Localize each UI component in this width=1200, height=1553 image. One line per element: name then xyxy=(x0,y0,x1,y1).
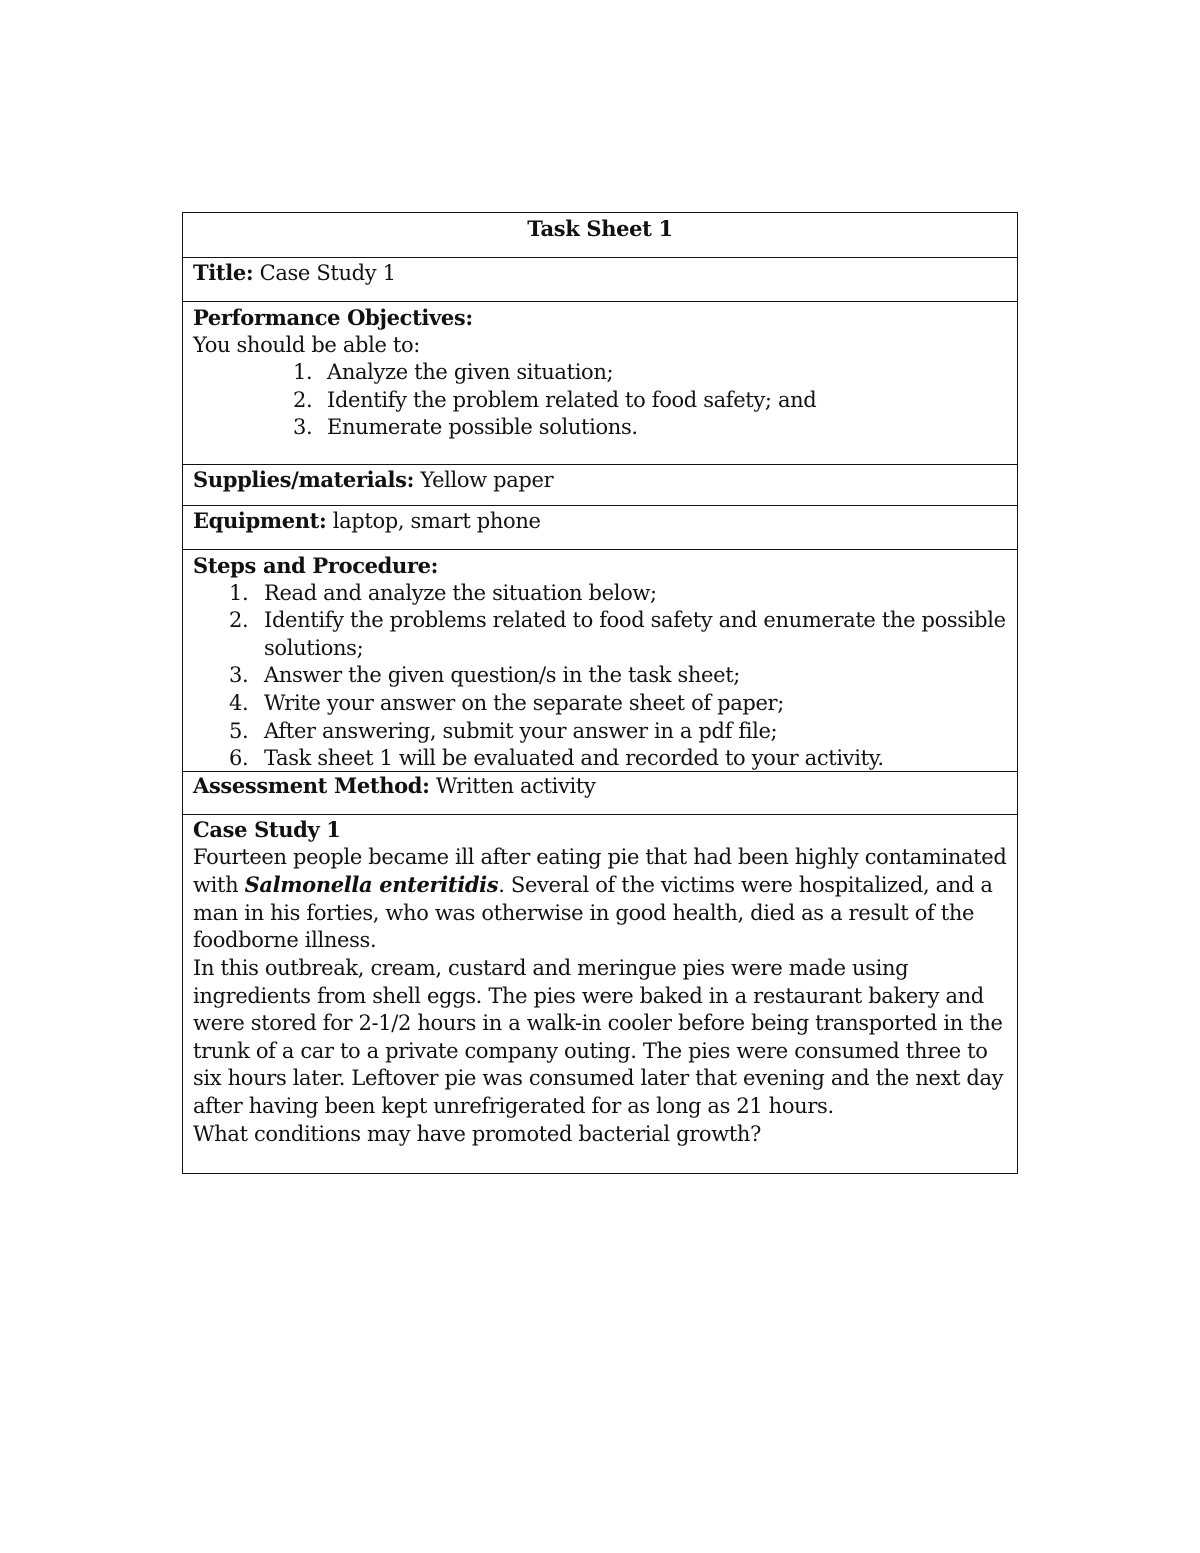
case-question: What conditions may have promoted bacterial growth? xyxy=(193,1121,761,1146)
objective-item: 3. Enumerate possible solutions. xyxy=(293,415,638,440)
objectives-row xyxy=(183,302,1017,465)
equipment-row xyxy=(183,506,1017,550)
title-value: Case Study 1 xyxy=(253,261,396,285)
equipment-label: Equipment: xyxy=(193,508,327,533)
equipment-value: laptop, smart phone xyxy=(326,509,541,533)
assessment-label: Assessment Method: xyxy=(193,773,430,798)
case-study-heading: Case Study 1 xyxy=(193,817,341,842)
task-sheet-table xyxy=(182,212,1018,1174)
step-item: 1. Read and analyze the situation below; xyxy=(229,580,657,605)
case-study-row xyxy=(183,815,1017,1173)
step-item: 3. Answer the given question/s in the task sheet; xyxy=(229,663,741,688)
steps-list xyxy=(193,580,1007,773)
case-paragraph-1: Fourteen people became ill after eating pie that had been highly contaminated with Salmonella enteritidis. Several of the victims were hospitalized, and a man in his forties, who was otherwise in good health, died as a result of the foodborne illness. xyxy=(193,844,1007,953)
objectives-label: Performance Objectives: xyxy=(193,305,473,330)
supplies-label: Supplies/materials: xyxy=(193,467,415,492)
objectives-intro: You should be able to: xyxy=(193,332,420,357)
objective-item: 1. Analyze the given situation; xyxy=(293,360,614,385)
step-item: 4. Write your answer on the separate sheet of paper; xyxy=(229,690,784,715)
step-item: 5. After answering, submit your answer in a pdf file; xyxy=(229,718,778,743)
assessment-row xyxy=(183,772,1017,815)
supplies-row xyxy=(183,465,1017,506)
title-label: Title: xyxy=(193,260,254,285)
supplies-value: Yellow paper xyxy=(414,468,554,492)
step-item: 2. Identify the problems related to food safety and enumerate the possible solutions; xyxy=(229,608,1006,660)
organism-name: Salmonella enteritidis xyxy=(244,872,499,898)
steps-label: Steps and Procedure: xyxy=(193,553,439,578)
steps-row xyxy=(183,550,1017,772)
task-sheet-heading: Task Sheet 1 xyxy=(183,213,1017,258)
title-row xyxy=(183,258,1017,302)
assessment-value: Written activity xyxy=(429,774,596,798)
objective-item: 2. Identify the problem related to food safety; and xyxy=(293,387,817,412)
objectives-list xyxy=(193,359,1007,442)
case-paragraph-2: In this outbreak, cream, custard and meringue pies were made using ingredients from shell eggs. The pies were baked in a restaurant bakery and were stored for 2-1/2 hours in a walk-in cooler before being transported in the trunk of a car to a private company outing. The pies were consumed three to six hours later. Leftover pie was consumed later that evening and the next day after having been kept unrefrigerated for as long as 21 hours. xyxy=(193,955,1004,1118)
step-item: 6. Task sheet 1 will be evaluated and recorded to your activity. xyxy=(229,746,884,771)
